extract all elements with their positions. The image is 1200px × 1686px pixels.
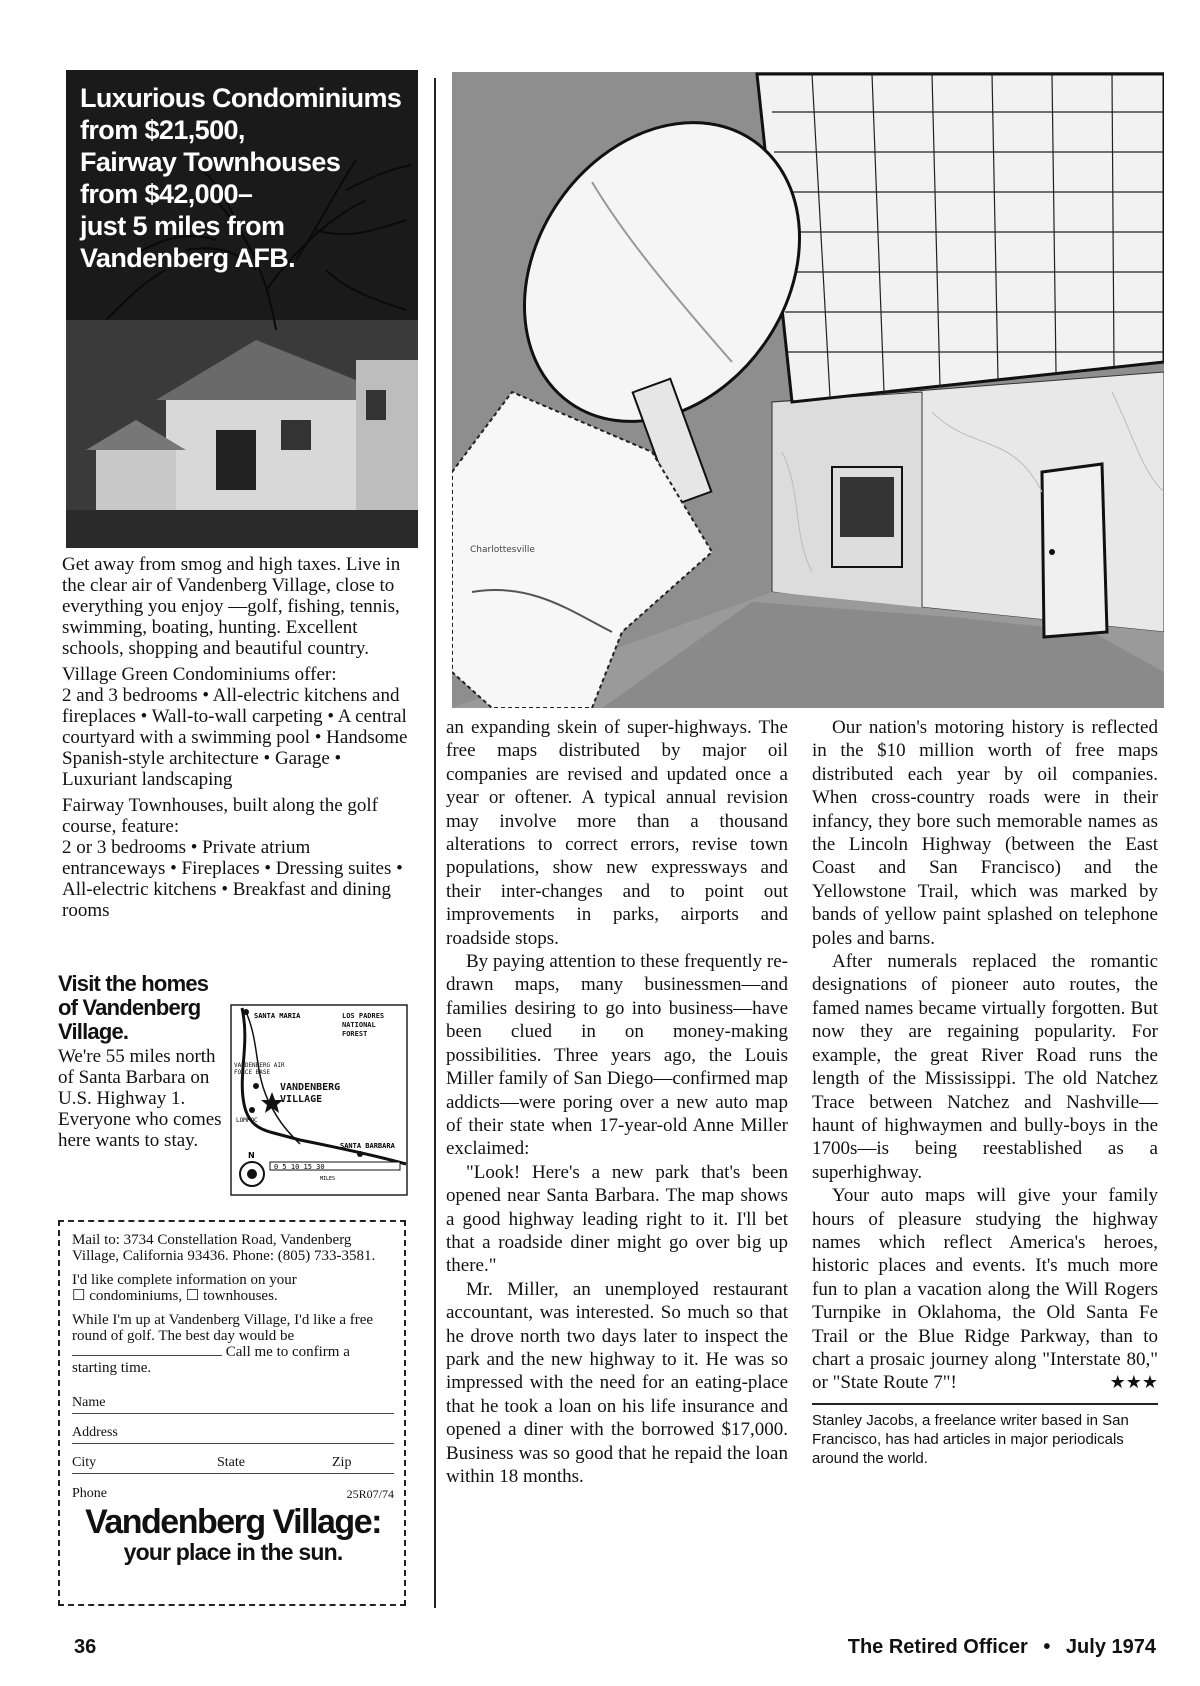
article-paragraph: [812, 1184, 1158, 1395]
end-mark: ★★★: [1109, 1372, 1158, 1393]
article-paragraph: an expanding skein of super-highways. The free maps distributed by major oil companies are revised and updated once a year or oftener. A typical annual revision may involve more than a thousand alterations to correct errors, revise town populations, show new expressways and their inter-changes and to point out improvements in parks, airports and roadside stops.: [446, 717, 788, 949]
city-state-zip-field[interactable]: [72, 1444, 394, 1474]
column-divider: [434, 78, 436, 1608]
coupon-tagline: [72, 1504, 394, 1564]
article-paragraph: Mr. Miller, an unemployed restaurant accountant, was interested. So much so that he drove north two days later to inspect the park and the new highway to it. He was so impressed with the need for an eating-place that he took a loan on his life insurance and opened a diner with the borrowed $17,000. Business was so good that he repaid the loan within 18 months.: [446, 1278, 788, 1487]
article-final-text: Your auto maps will give your family hours of pleasure studying the highway names which reflect America's heroes, historic places and events. It's much more fun to plan a vacation along the Will Rogers Turnpike in Oklahoma, the Old Santa Fe Trail or the Blue Ridge Parkway, than to chart a prosaic journey along "Interstate 80," or "State Route 7"!: [812, 1185, 1158, 1394]
headline-line: from $42,000–: [80, 179, 253, 209]
condos-option-label: condominiums,: [89, 1288, 183, 1304]
townhouses-option-label: townhouses.: [203, 1288, 278, 1304]
map-scale: 0 5 10 15 30: [274, 1163, 325, 1171]
townhouse-features: 2 or 3 bedrooms • Private atrium entranceways • Fireplaces • Dressing suites • All-electric kitchens • Breakfast and dining rooms: [62, 837, 403, 921]
headline-line: Luxurious Condominiums: [80, 83, 402, 113]
coupon-golf-offer: [72, 1312, 394, 1376]
tagline-sub: your place in the sun.: [123, 1539, 343, 1565]
condo-heading: Village Green Condominiums offer:: [62, 664, 337, 685]
coupon-mail-to: Mail to: 3734 Constellation Road, Vandenberg Village, California 93436. Phone: (805) 733-3581.: [72, 1232, 376, 1264]
address-field[interactable]: [72, 1414, 394, 1444]
article-column-2: [812, 716, 1158, 1468]
map-label-charlottesville: Charlottesville: [470, 545, 535, 555]
article-paragraph: After numerals replaced the romantic designations of pioneer auto routes, the famed names became virtually forgotten. But now they are regaining popularity. For example, the great River Road runs the length of the Mississippi. The old Natchez Trace between Natchez and Nashville—haunt of highwaymen and bully-boys in the 1700s—is being reestablished as a superhighway.: [812, 951, 1158, 1183]
visit-block: [58, 972, 228, 1151]
headline-line: from $21,500,: [80, 115, 245, 145]
headline-line: just 5 miles from: [80, 211, 285, 241]
location-map-graphic: [230, 1004, 408, 1196]
coupon-info-text: I'd like complete information on your: [72, 1272, 297, 1288]
visit-heading: Visit the homes of Vandenberg Village.: [58, 971, 209, 1044]
zip-label: Zip: [332, 1455, 352, 1470]
map-label-santa-barbara: SANTA BARBARA: [340, 1142, 395, 1150]
article-paragraph: By paying attention to these frequently re-drawn maps, many businessmen—and families desiring to go into business—have been clued in on money-making possibilities. Three years ago, the Louis Miller family of San Diego—confirmed map addicts—were poring over a new auto map of their state when 17-year-old Anne Miller exclaimed:: [446, 951, 788, 1160]
coupon-info-request: [72, 1272, 394, 1304]
ad-body: [62, 554, 410, 926]
author-bio: Stanley Jacobs, a freelance writer based in San Francisco, has had articles in major periodicals around the world.: [812, 1403, 1158, 1468]
map-miles: MILES: [320, 1176, 336, 1182]
name-label: Name: [72, 1395, 106, 1410]
headline-line: Fairway Townhouses: [80, 147, 341, 177]
map-room-illustration: [452, 72, 1164, 708]
townhouses-checkbox[interactable]: ☐: [185, 1288, 200, 1304]
ad-photo: [66, 70, 418, 548]
article-column-1: [446, 716, 788, 1488]
condo-features: 2 and 3 bedrooms • All-electric kitchens and fireplaces • Wall-to-wall carpeting • A central courtyard with a swimming pool • Handsome Spanish-style architecture • Garage • Luxuriant landscaping: [62, 685, 408, 790]
footer-bullet: •: [1043, 1636, 1051, 1658]
condos-checkbox[interactable]: ☐: [72, 1288, 86, 1304]
map-label-lompoc: LOMPOC: [236, 1117, 258, 1124]
map-label-santa-maria: SANTA MARIA: [254, 1012, 301, 1020]
coupon-code: 25R07/74: [346, 1487, 394, 1501]
city-label: City: [72, 1455, 97, 1470]
compass-north: N: [248, 1151, 255, 1160]
headline-line: Vandenberg AFB.: [80, 243, 296, 273]
visit-text: We're 55 miles north of Santa Barbara on U.S. Highway 1. Everyone who comes here wants to stay.: [58, 1046, 222, 1151]
golf-offer-text: While I'm up at Vandenberg Village, I'd like a free round of golf. The best day would be: [72, 1312, 374, 1344]
ad-intro: Get away from smog and high taxes. Live in the clear air of Vandenberg Village, close to everything you enjoy —golf, fishing, tennis, swimming, boating, hunting. Excellent schools, shopping and beautiful country.: [62, 554, 401, 659]
state-label: State: [217, 1455, 245, 1470]
reply-coupon: [58, 1220, 406, 1606]
golf-offer-end: Call me to confirm a starting time.: [72, 1344, 350, 1376]
map-label-los-padres: LOS PADRES NATIONAL FOREST: [342, 1012, 385, 1038]
map-label-afb: VANDENBERG AIR FORCE BASE: [234, 1062, 285, 1076]
best-day-field[interactable]: [72, 1344, 222, 1356]
address-label: Address: [72, 1425, 118, 1440]
article-paragraph: "Look! Here's a new park that's been opened near Santa Barbara. The map shows a good highway leading right to it. I'll bet that a roadside diner might go over big up there.": [446, 1161, 788, 1277]
publication-name: The Retired Officer: [847, 1636, 1028, 1658]
article-paragraph: Our nation's motoring history is reflected in the $10 million worth of free maps distributed each year by oil companies. When cross-country roads were in their infancy, they bore such memorable names as the Lincoln Highway (between the East Coast and San Francisco) and the Yellowstone Trail, which was marked by bands of yellow paint splashed on telephone poles and barns.: [812, 717, 1158, 949]
issue-date: July 1974: [1065, 1636, 1156, 1658]
ad-headline: [80, 82, 410, 274]
location-map: [230, 1004, 408, 1196]
townhouse-heading: Fairway Townhouses, built along the golf course, feature:: [62, 795, 379, 837]
map-label-village: VANDENBERG VILLAGE: [280, 1082, 341, 1105]
name-field[interactable]: [72, 1384, 394, 1414]
publication-footer: [848, 1636, 1156, 1659]
page-number: 36: [74, 1636, 97, 1658]
tagline-main: Vandenberg Village:: [85, 1503, 381, 1541]
phone-field[interactable]: [72, 1474, 394, 1504]
phone-label: Phone: [72, 1486, 107, 1501]
map-room-drawing: [452, 72, 1164, 708]
